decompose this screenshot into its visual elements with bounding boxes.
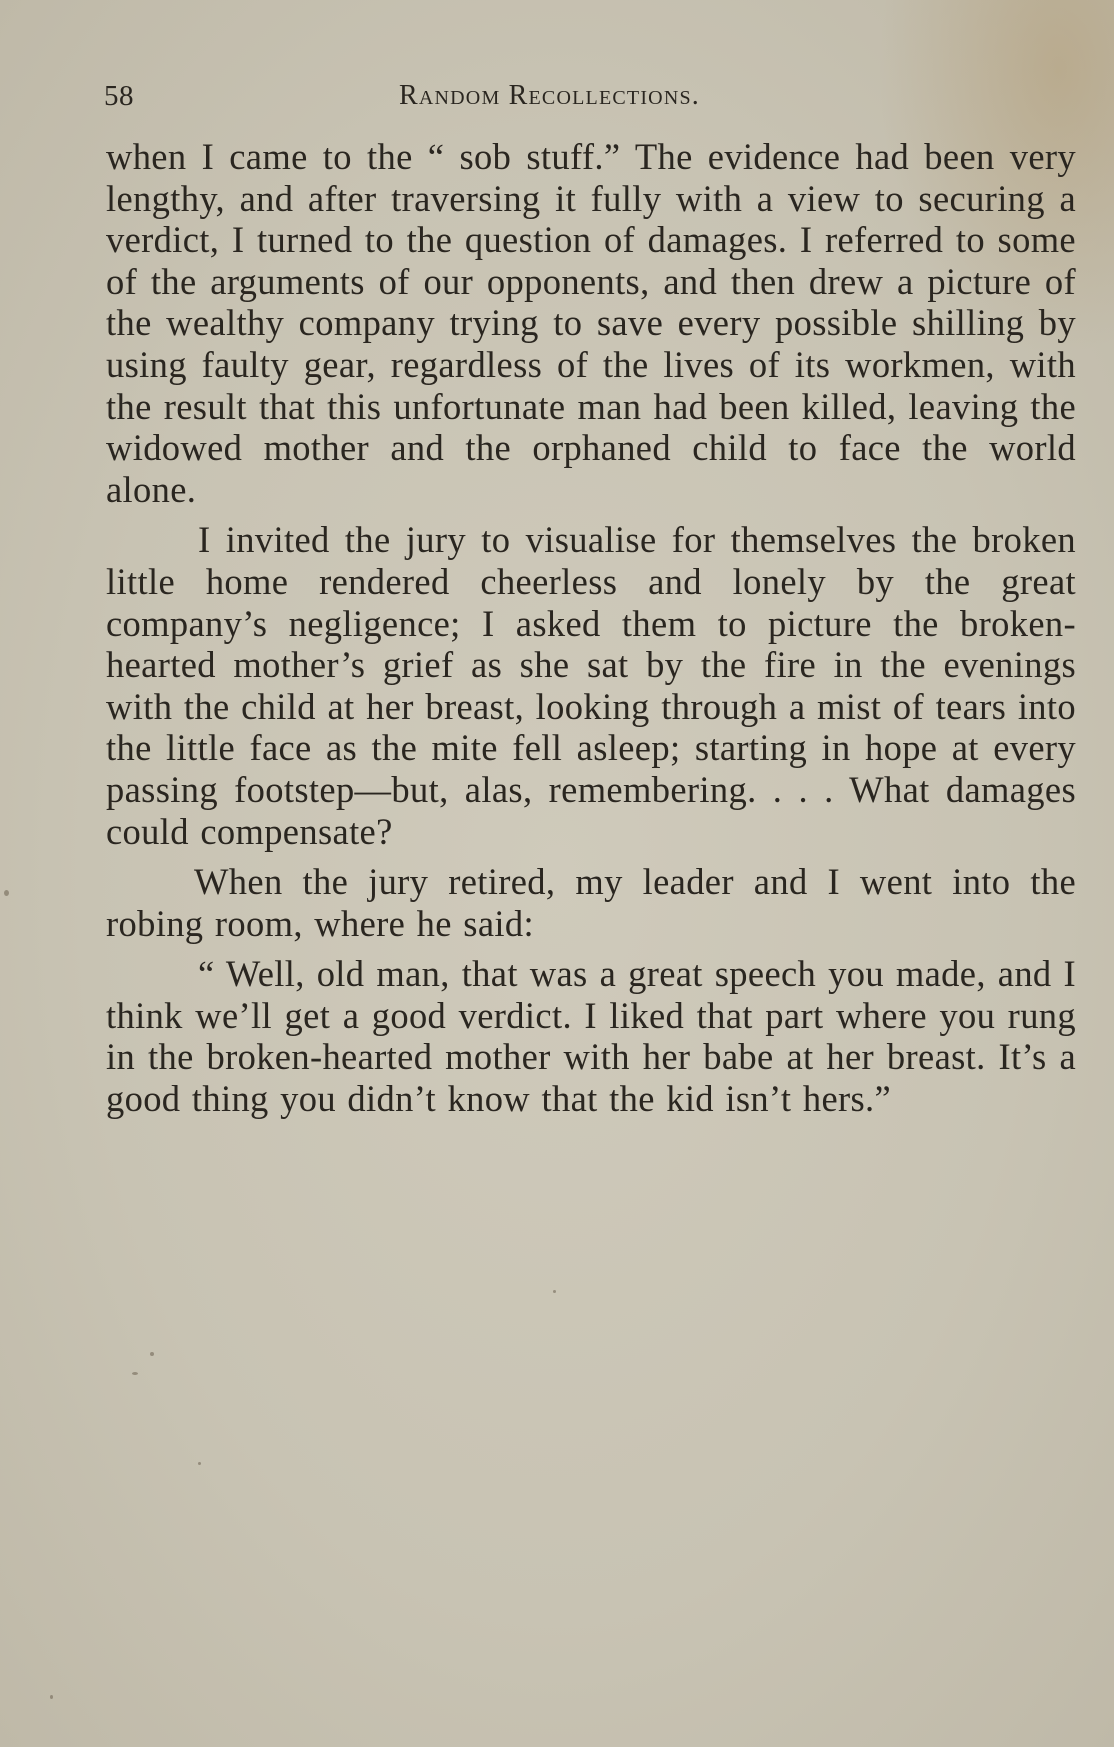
running-head	[104, 80, 1076, 120]
paper-fleck	[198, 1462, 201, 1465]
running-title: Random Recollections.	[399, 80, 700, 111]
paragraph-jury-retired: When the jury retired, my leader and I went into the robing room, where he said:	[106, 861, 1076, 944]
paper-fleck	[50, 1695, 53, 1699]
paper-fleck	[132, 1372, 138, 1375]
body-text	[106, 136, 1076, 1129]
page-number: 58	[104, 80, 134, 112]
paper-fleck	[150, 1352, 154, 1356]
paragraph-jury-appeal: I invited the jury to visualise for themselves the broken little home rendered cheerless and lonely by the great company’s negligence; I asked them to picture the broken-hearted mother’s grief as she sat by the fire in the evenings with the child at her breast, looking through a mist of tears into the little face as the mite fell asleep; starting in hope at every passing footstep—but, alas, remembering. . . . What damages could compensate?	[106, 519, 1076, 852]
paragraph-continuation: when I came to the “ sob stuff.” The evidence had been very lengthy, and after traversing it fully with a view to securing a verdict, I turned to the question of damages. I referred to some of the arguments of our opponents, and then drew a picture of the wealthy company trying to save every possible shilling by using faulty gear, regardless of the lives of its workmen, with the result that this unfortunate man had been killed, leaving the widowed mother and the orphaned child to face the world alone.	[106, 136, 1076, 510]
paragraph-leader-quote: “ Well, old man, that was a great speech you made, and I think we’ll get a good verdict. I liked that part where you rung in the broken-hearted mother with her babe at her breast. It’s a good thing you didn’t know that the kid isn’t hers.”	[106, 953, 1076, 1120]
paper-fleck	[553, 1290, 556, 1293]
paper-fleck	[4, 890, 9, 896]
